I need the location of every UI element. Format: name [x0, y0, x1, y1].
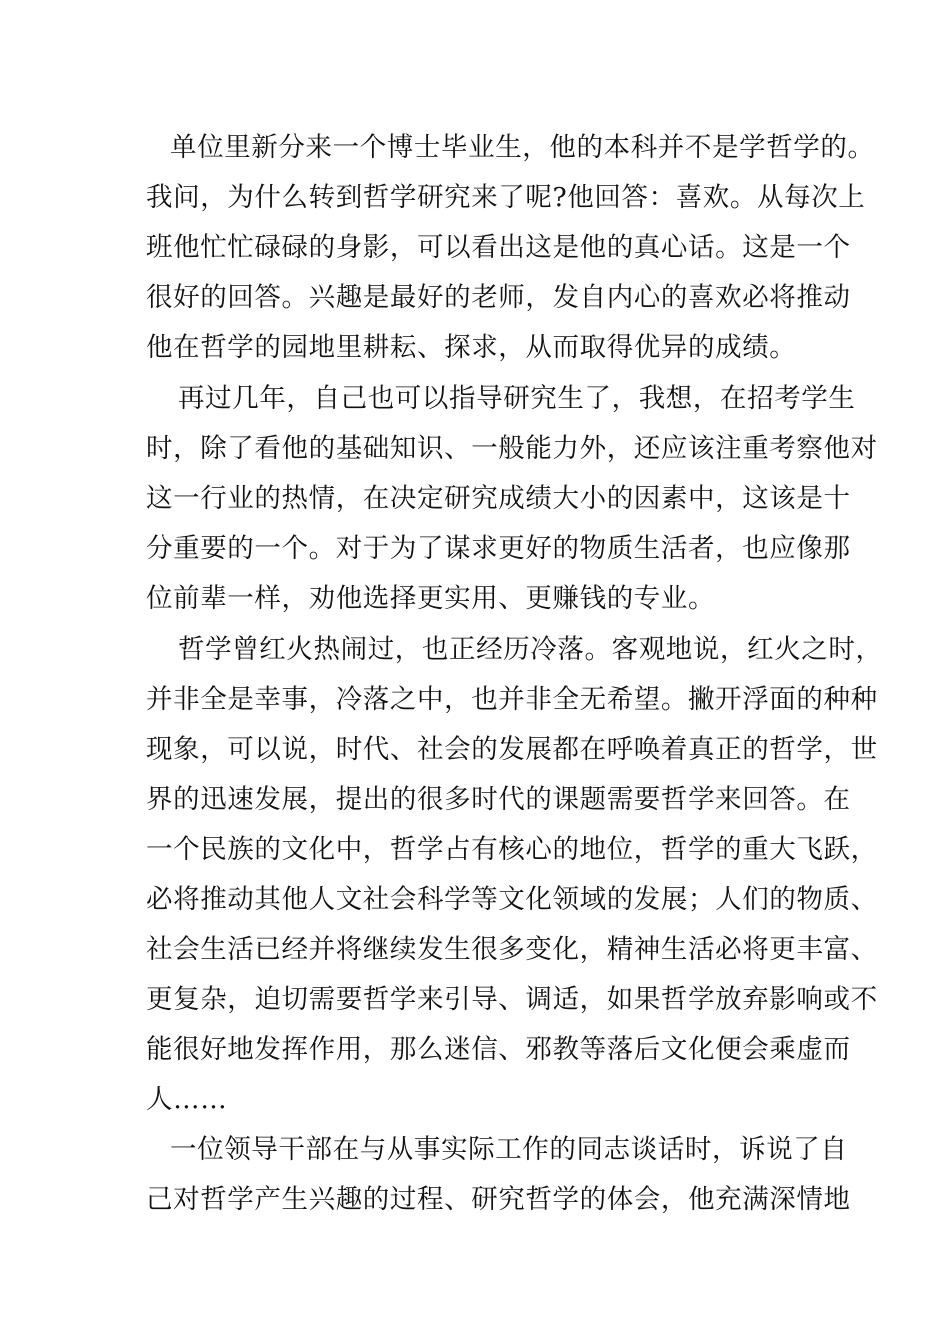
- paragraph-line: 位前辈一样，劝他选择更实用、更赚钱的专业。: [146, 583, 716, 614]
- paragraph-line: 现象，可以说，时代、社会的发展都在呼唤着真正的哲学，世: [146, 734, 878, 765]
- paragraph-line: 很好的回答。兴趣是最好的老师，发自内心的喜欢必将推动: [146, 282, 851, 313]
- paragraph-line: 他在哲学的园地里耕耘、探求，从而取得优异的成绩。: [146, 332, 797, 363]
- paragraph-line: 社会生活已经并将继续发生很多变化，精神生活必将更丰富、: [146, 934, 878, 965]
- paragraph-line: 班他忙忙碌碌的身影，可以看出这是他的真心话。这是一个: [146, 232, 851, 263]
- paragraph-line: 界的迅速发展，提出的很多时代的课题需要哲学来回答。在: [146, 784, 851, 815]
- paragraph-line: 单位里新分来一个博士毕业生，他的本科并不是学哲学的。: [170, 132, 875, 163]
- paragraph-line: 己对哲学产生兴趣的过程、研究哲学的体会，他充满深情地: [146, 1184, 851, 1215]
- paragraph-line: 哲学曾红火热闹过，也正经历冷落。客观地说，红火之时，: [178, 634, 883, 665]
- paragraph-line: 一位领导干部在与从事实际工作的同志谈话时，诉说了自: [170, 1134, 848, 1165]
- paragraph-line: 更复杂，迫切需要哲学来引导、调适，如果哲学放弃影响或不: [146, 984, 878, 1015]
- paragraph-line: 人……: [146, 1084, 228, 1115]
- paragraph-line: 再过几年，自己也可以指导研究生了，我想，在招考学生: [178, 383, 856, 414]
- paragraph-line: 这一行业的热情，在决定研究成绩大小的因素中，这该是十: [146, 483, 851, 514]
- paragraph-line: 一个民族的文化中，哲学占有核心的地位，哲学的重大飞跃，: [146, 834, 878, 865]
- paragraph-line: 时，除了看他的基础知识、一般能力外，还应该注重考察他对: [146, 433, 878, 464]
- paragraph-line: 我问，为什么转到哲学研究来了呢?他回答：喜欢。从每次上: [146, 182, 866, 213]
- paragraph-line: 必将推动其他人文社会科学等文化领域的发展；人们的物质、: [146, 884, 878, 915]
- paragraph-line: 能很好地发挥作用，那么迷信、邪教等落后文化便会乘虚而: [146, 1034, 851, 1065]
- paragraph-line: 并非全是幸事，冷落之中，也并非全无希望。撇开浮面的种种: [146, 684, 878, 715]
- paragraph-line: 分重要的一个。对于为了谋求更好的物质生活者，也应像那: [146, 533, 851, 564]
